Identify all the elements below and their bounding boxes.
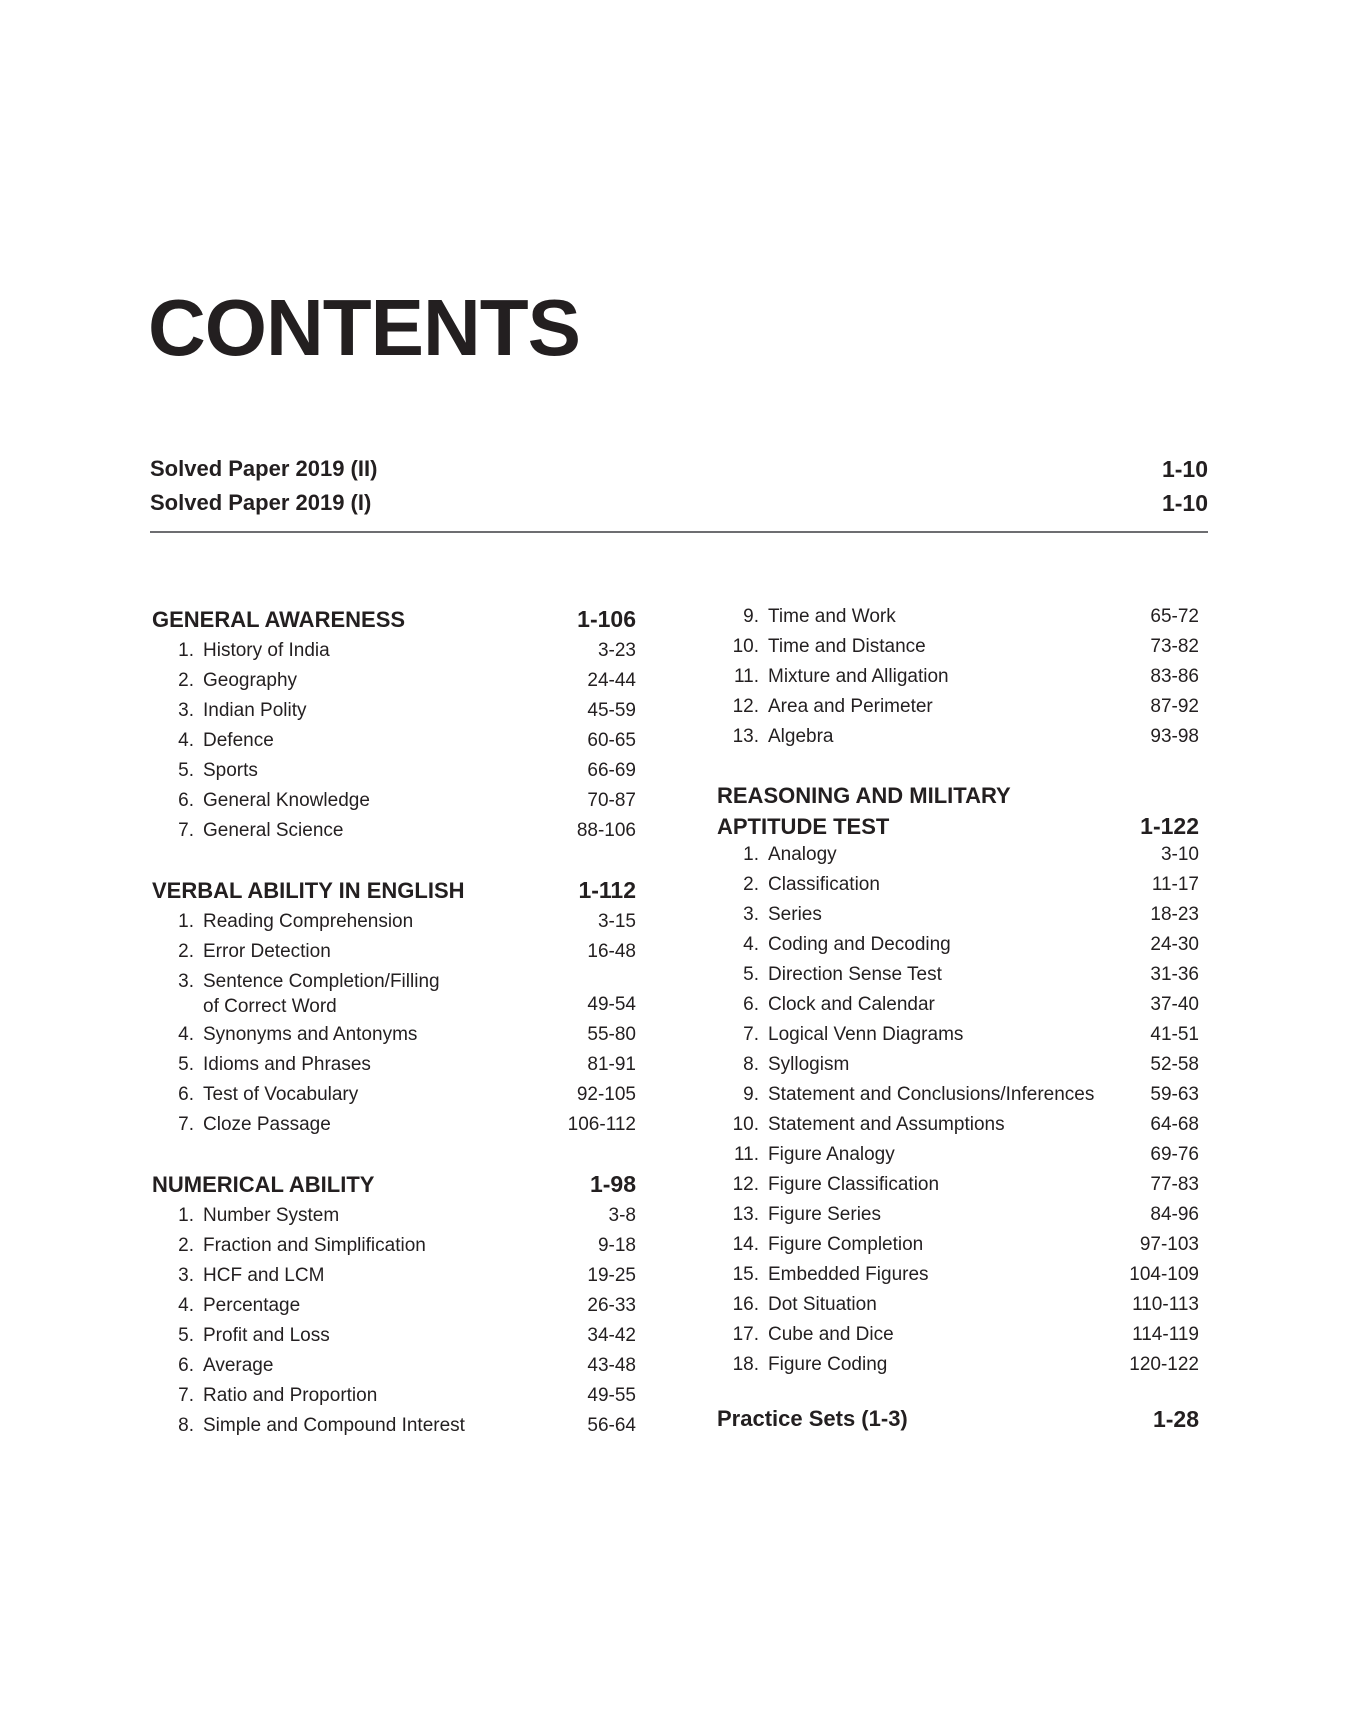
section-title: VERBAL ABILITY IN ENGLISH (152, 878, 465, 903)
item-number: 9. (743, 606, 759, 627)
item-number: 1. (743, 844, 759, 865)
item-pages: 3-15 (597, 911, 636, 932)
item-number: 13. (732, 726, 759, 747)
page-title: CONTENTS (148, 283, 580, 372)
item-label: Time and Work (768, 606, 896, 627)
item-number: 18. (732, 1354, 759, 1375)
item-label: Average (203, 1355, 274, 1376)
item-number: 16. (732, 1294, 759, 1315)
item-label: Series (768, 904, 822, 925)
item-label: Embedded Figures (768, 1264, 929, 1285)
toc-item (152, 1233, 636, 1263)
toc-item (717, 1022, 1199, 1052)
solved-paper-pages: 1-10 (1161, 490, 1208, 516)
toc-item (717, 724, 1199, 754)
item-label: Coding and Decoding (768, 934, 951, 955)
toc-item (717, 1112, 1199, 1142)
item-number: 7. (178, 1385, 194, 1406)
item-label: Syllogism (768, 1054, 850, 1075)
item-number: 3. (178, 700, 194, 721)
section-reasoning (717, 781, 1199, 1382)
item-label: Defence (203, 730, 274, 751)
item-pages: 24-44 (587, 670, 636, 691)
section-heading (152, 604, 636, 635)
toc-item (152, 969, 636, 1022)
solved-papers (150, 452, 1208, 520)
item-number: 6. (178, 1355, 194, 1376)
item-pages: 16-48 (587, 941, 636, 962)
section-heading (152, 875, 636, 906)
toc-item (717, 1202, 1199, 1232)
practice-sets-pages: 1-28 (1152, 1406, 1199, 1432)
item-pages: 73-82 (1150, 636, 1199, 657)
item-label: Analogy (768, 844, 837, 865)
item-label: Figure Coding (768, 1354, 888, 1375)
item-pages: 106-112 (567, 1114, 636, 1135)
section-title-line1: REASONING AND MILITARY (717, 783, 1011, 808)
item-label: Area and Perimeter (768, 696, 933, 717)
item-number: 8. (178, 1415, 194, 1436)
item-label: Error Detection (203, 941, 331, 962)
item-pages: 104-109 (1129, 1264, 1199, 1285)
item-pages: 55-80 (587, 1024, 636, 1045)
toc-item (717, 1292, 1199, 1322)
item-pages: 120-122 (1129, 1354, 1199, 1375)
item-number: 1. (178, 911, 194, 932)
toc-item (717, 902, 1199, 932)
item-label: Figure Analogy (768, 1144, 895, 1165)
item-pages: 93-98 (1150, 726, 1199, 747)
section-numerical-ability (152, 1169, 636, 1443)
item-pages: 77-83 (1150, 1174, 1199, 1195)
item-number: 5. (178, 1054, 194, 1075)
toc-item (152, 668, 636, 698)
item-number: 5. (178, 1325, 194, 1346)
item-number: 4. (743, 934, 759, 955)
item-label: Cloze Passage (203, 1114, 331, 1135)
toc-item (717, 664, 1199, 694)
item-pages: 3-8 (608, 1205, 636, 1226)
item-label: Geography (203, 670, 298, 691)
toc-item (717, 1142, 1199, 1172)
toc-item (152, 698, 636, 728)
toc-item (152, 1383, 636, 1413)
item-label: Number System (203, 1205, 340, 1226)
toc-item (717, 1172, 1199, 1202)
item-pages: 64-68 (1150, 1114, 1199, 1135)
item-pages: 83-86 (1150, 666, 1199, 687)
item-pages: 66-69 (587, 760, 636, 781)
item-pages: 18-23 (1150, 904, 1199, 925)
item-number: 1. (178, 1205, 194, 1226)
item-label: Clock and Calendar (768, 994, 935, 1015)
practice-sets-label: Practice Sets (1-3) (717, 1406, 908, 1431)
item-number: 11. (733, 666, 759, 687)
item-label: Statement and Assumptions (768, 1114, 1005, 1135)
section-heading (152, 1169, 636, 1200)
item-label: Idioms and Phrases (203, 1054, 371, 1075)
toc-item (152, 788, 636, 818)
toc-item (152, 1022, 636, 1052)
item-number: 4. (178, 1024, 194, 1045)
item-label: Indian Polity (203, 700, 307, 721)
item-label: Statement and Conclusions/Inferences (768, 1084, 1095, 1105)
solved-paper-row (150, 486, 1208, 520)
toc-item (152, 909, 636, 939)
item-number: 6. (743, 994, 759, 1015)
item-pages: 3-23 (597, 640, 636, 661)
practice-sets (717, 1404, 1199, 1434)
item-pages: 34-42 (587, 1325, 636, 1346)
item-label: Reading Comprehension (203, 911, 414, 932)
toc-item (152, 728, 636, 758)
item-label: Dot Situation (768, 1294, 877, 1315)
section-heading (717, 781, 1199, 842)
item-number: 15. (732, 1264, 759, 1285)
toc-item (717, 604, 1199, 634)
item-label: History of India (203, 640, 330, 661)
item-pages: 45-59 (587, 700, 636, 721)
toc-item (717, 932, 1199, 962)
toc-item (152, 758, 636, 788)
item-label: Fraction and Simplification (203, 1235, 426, 1256)
toc-item (152, 1082, 636, 1112)
item-label: Time and Distance (768, 636, 926, 657)
item-number: 14. (732, 1234, 759, 1255)
item-pages: 37-40 (1150, 994, 1199, 1015)
item-label: General Knowledge (203, 790, 370, 811)
item-pages: 49-54 (587, 994, 636, 1015)
item-pages: 19-25 (587, 1265, 636, 1286)
item-label: Algebra (768, 726, 834, 747)
toc-item (717, 1232, 1199, 1262)
contents-column-right (717, 604, 1199, 1434)
item-pages: 43-48 (587, 1355, 636, 1376)
item-label: Figure Classification (768, 1174, 940, 1195)
item-label: Ratio and Proportion (203, 1385, 378, 1406)
item-label-line2: of Correct Word (203, 996, 337, 1017)
toc-item (717, 962, 1199, 992)
toc-item (717, 992, 1199, 1022)
toc-item (717, 1262, 1199, 1292)
item-pages: 3-10 (1160, 844, 1199, 865)
section-title: GENERAL AWARENESS (152, 607, 406, 632)
toc-item (152, 1293, 636, 1323)
toc-item (717, 872, 1199, 902)
section-general-awareness (152, 604, 636, 848)
item-pages: 69-76 (1150, 1144, 1199, 1165)
toc-item (152, 1112, 636, 1142)
toc-item (152, 1263, 636, 1293)
section-pages: 1-98 (589, 1171, 636, 1197)
item-pages: 84-96 (1150, 1204, 1199, 1225)
solved-paper-label: Solved Paper 2019 (I) (150, 490, 372, 515)
item-pages: 81-91 (587, 1054, 636, 1075)
item-pages: 24-30 (1150, 934, 1199, 955)
toc-item (717, 1352, 1199, 1382)
item-number: 5. (743, 964, 759, 985)
item-pages: 87-92 (1150, 696, 1199, 717)
item-pages: 41-51 (1150, 1024, 1199, 1045)
item-number: 12. (732, 1174, 759, 1195)
toc-item (717, 1052, 1199, 1082)
contents-column-left (152, 604, 636, 1443)
section-numerical-ability-continued (717, 604, 1199, 754)
item-label: Figure Series (768, 1204, 881, 1225)
item-number: 3. (178, 1265, 194, 1286)
item-number: 3. (743, 904, 759, 925)
item-number: 6. (178, 790, 194, 811)
toc-item (152, 1052, 636, 1082)
section-pages: 1-122 (1140, 813, 1199, 839)
item-label: Simple and Compound Interest (203, 1415, 465, 1436)
section-title: NUMERICAL ABILITY (152, 1172, 375, 1197)
item-number: 3. (178, 971, 194, 992)
toc-item (717, 1082, 1199, 1112)
item-number: 4. (178, 1295, 194, 1316)
item-number: 13. (732, 1204, 759, 1225)
item-pages: 97-103 (1139, 1234, 1199, 1255)
section-title-line2: APTITUDE TEST (717, 814, 890, 839)
section-pages: 1-106 (577, 606, 636, 632)
item-number: 6. (178, 1084, 194, 1105)
item-pages: 56-64 (587, 1415, 636, 1436)
item-pages: 92-105 (576, 1084, 636, 1105)
item-label: Sports (203, 760, 258, 781)
item-number: 1. (178, 640, 194, 661)
item-label: Mixture and Alligation (768, 666, 949, 687)
toc-item (717, 694, 1199, 724)
divider (150, 531, 1208, 533)
item-pages: 110-113 (1132, 1294, 1199, 1315)
item-label: Synonyms and Antonyms (203, 1024, 418, 1045)
item-pages: 60-65 (587, 730, 636, 751)
item-pages: 49-55 (587, 1385, 636, 1406)
item-label: Percentage (203, 1295, 301, 1316)
item-number: 17. (732, 1324, 759, 1345)
item-number: 4. (178, 730, 194, 751)
solved-paper-pages: 1-10 (1161, 456, 1208, 482)
section-pages: 1-112 (578, 877, 636, 903)
item-number: 7. (743, 1024, 759, 1045)
item-label: HCF and LCM (203, 1265, 325, 1286)
toc-item (152, 939, 636, 969)
item-label: Test of Vocabulary (203, 1084, 359, 1105)
item-number: 2. (178, 670, 194, 691)
item-label: Logical Venn Diagrams (768, 1024, 964, 1045)
item-pages: 88-106 (576, 820, 636, 841)
item-number: 10. (732, 636, 759, 657)
item-label: General Science (203, 820, 344, 841)
toc-item (152, 1323, 636, 1353)
toc-item (152, 1413, 636, 1443)
item-pages: 52-58 (1150, 1054, 1199, 1075)
item-label-line1: Sentence Completion/Filling (203, 971, 440, 992)
item-number: 12. (732, 696, 759, 717)
item-label: Figure Completion (768, 1234, 924, 1255)
toc-item (717, 842, 1199, 872)
item-number: 5. (178, 760, 194, 781)
item-number: 2. (178, 941, 194, 962)
item-label: Direction Sense Test (768, 964, 942, 985)
item-number: 2. (178, 1235, 194, 1256)
toc-item (152, 818, 636, 848)
item-pages: 65-72 (1150, 606, 1199, 627)
item-number: 7. (178, 1114, 194, 1135)
solved-paper-row (150, 452, 1208, 486)
item-pages: 9-18 (597, 1235, 636, 1256)
item-pages: 114-119 (1132, 1324, 1199, 1345)
item-pages: 31-36 (1150, 964, 1199, 985)
item-label: Cube and Dice (768, 1324, 894, 1345)
item-number: 8. (743, 1054, 759, 1075)
toc-item (152, 638, 636, 668)
item-number: 9. (743, 1084, 759, 1105)
item-label: Profit and Loss (203, 1325, 330, 1346)
solved-paper-label: Solved Paper 2019 (II) (150, 456, 378, 481)
toc-item (717, 1322, 1199, 1352)
item-number: 2. (743, 874, 759, 895)
item-label (203, 969, 587, 1022)
toc-item (152, 1203, 636, 1233)
item-number: 7. (178, 820, 194, 841)
item-number: 11. (733, 1144, 759, 1165)
item-label: Classification (768, 874, 880, 895)
item-pages: 59-63 (1150, 1084, 1199, 1105)
item-pages: 70-87 (587, 790, 636, 811)
toc-item (717, 634, 1199, 664)
item-pages: 26-33 (587, 1295, 636, 1316)
toc-item (152, 1353, 636, 1383)
section-verbal-ability (152, 875, 636, 1142)
item-pages: 11-17 (1151, 874, 1199, 895)
item-number: 10. (732, 1114, 759, 1135)
